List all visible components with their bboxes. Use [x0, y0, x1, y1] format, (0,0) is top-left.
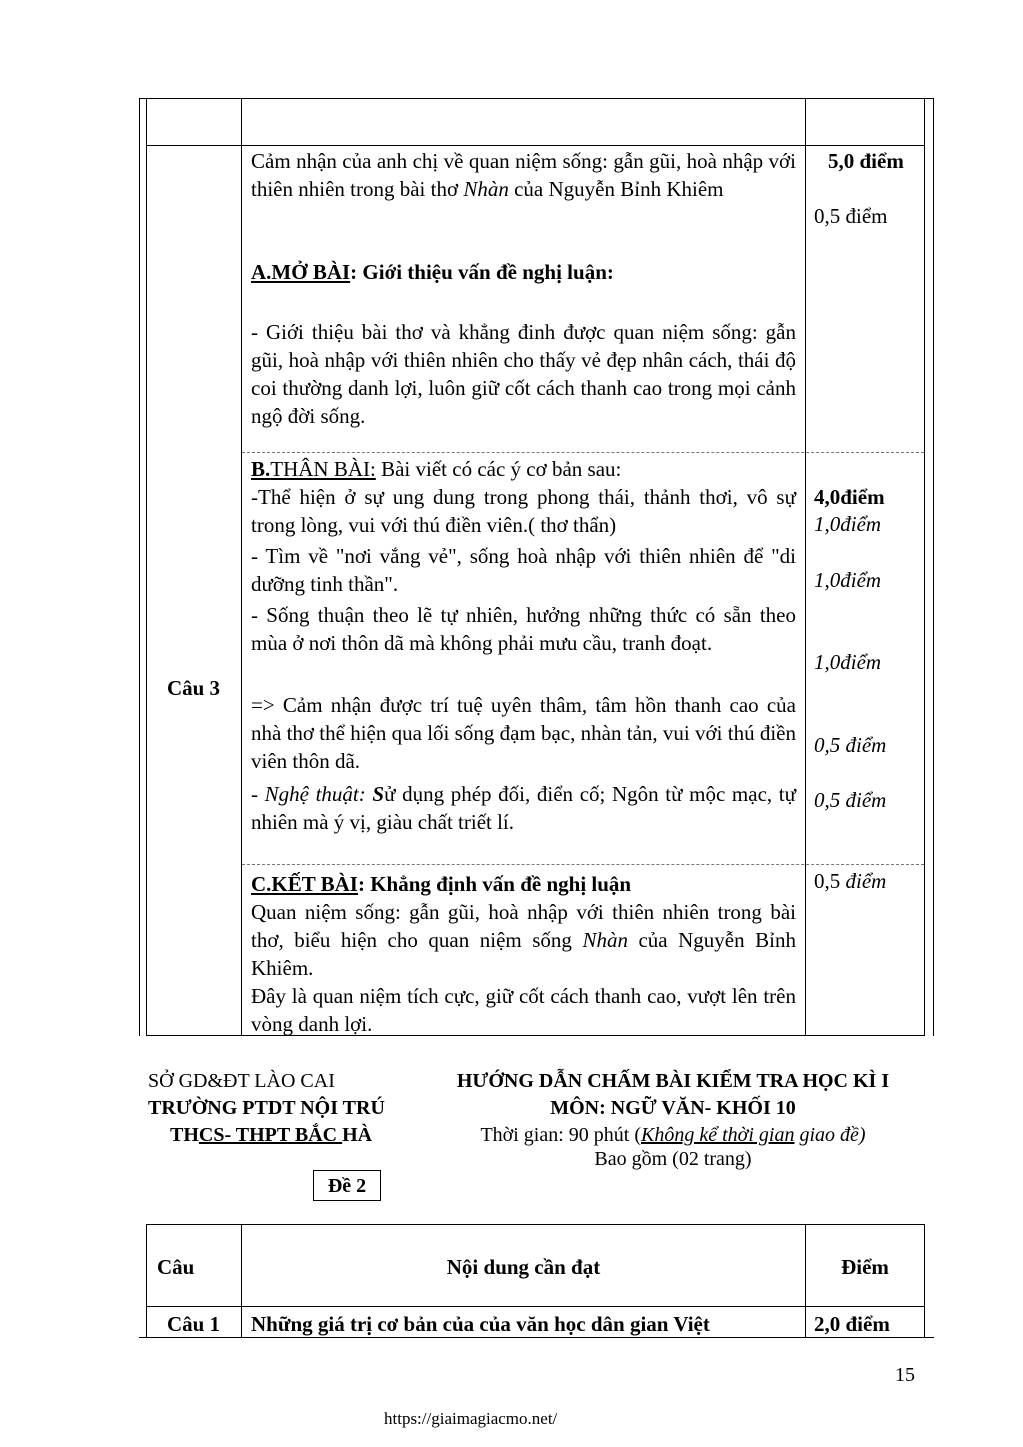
row1-score: 2,0 điểm — [814, 1312, 890, 1336]
column-header-question: Câu — [157, 1255, 195, 1279]
art-text: ử dụng phép đối, điển cố; Ngôn từ mộc mạc, tự nhiên mà ý vị, giàu chất triết lí. — [251, 782, 797, 834]
conclusion-heading-rest: : Khẳng định vấn đề nghị luận — [357, 872, 632, 896]
body-art — [251, 780, 796, 836]
conclusion-score-unit: điểm — [845, 869, 887, 893]
prompt-text: Cảm nhận của anh chị về quan niệm sống: gẫn gũi, hoà nhập với thiên nhiên trong bài thơ — [251, 149, 796, 201]
prompt-text-end: của Nguyễn Bỉnh Khiêm — [508, 177, 724, 201]
conclusion-body — [251, 898, 796, 982]
intro-heading-title: A.MỞ BÀI — [251, 260, 351, 284]
page-number: 15 — [895, 1364, 915, 1386]
body-item-4-score: 0,5 điểm — [814, 733, 887, 757]
page-count: Bao gồm (02 trang) — [594, 1148, 752, 1170]
question-3-label: Câu 3 — [166, 676, 221, 700]
intro-heading — [251, 258, 614, 286]
body-item-3-score: 1,0điểm — [814, 650, 882, 674]
source-url[interactable]: https://giaimagiacmo.net/ — [384, 1409, 558, 1428]
art-initial: S — [372, 782, 385, 806]
conclusion-poem: Nhàn — [582, 928, 628, 952]
body-heading-rest: Bài viết có các ý cơ bản sau: — [375, 457, 622, 481]
art-label: - Nghệ thuật: — [251, 782, 373, 806]
conclusion-text: Quan niệm sống: gẫn gũi, hoà nhập với thiên nhiên trong bài thơ, biểu hiện cho quan niệm sống — [251, 900, 796, 952]
body-item-2: - Tìm về "nơi vắng vẻ", sống hoà nhập với thiên nhiên để "di dưỡng tinh thần". — [251, 544, 796, 596]
art-score: 0,5 điểm — [814, 788, 887, 812]
time-note: Không kể thời gian — [641, 1124, 795, 1146]
school-line2-c: HÀ — [342, 1124, 373, 1146]
body-heading-letter: B. — [251, 457, 271, 481]
question-prompt — [251, 147, 796, 203]
time-text: Thời gian: 90 phút ( — [480, 1124, 642, 1146]
conclusion-score-num: 0,5 — [814, 869, 846, 893]
column-header-content: Nội dung cần đạt — [446, 1255, 601, 1279]
body-heading — [251, 455, 621, 483]
conclusion-heading — [251, 870, 631, 898]
total-score: 5,0 điểm — [828, 149, 904, 173]
intro-score: 0,5 điểm — [814, 204, 888, 228]
school-name-line1: TRƯỜNG PTDT NỘI TRÚ — [148, 1097, 385, 1119]
document-title: HƯỚNG DẪN CHẤM BÀI KIỂM TRA HỌC KÌ I — [456, 1070, 890, 1092]
intro-body: - Giới thiệu bài thơ và khẳng đinh được quan niệm sống: gẫn gũi, hoà nhập với thiên nhiên cho thấy vẻ đẹp nhân cách, thái độ coi thường danh lợi, luôn giữ cốt cách thanh cao trong mọi cảnh ngộ đời sống. — [251, 320, 796, 428]
row1-content: Những giá trị cơ bản của của văn học dân gian Việt — [251, 1312, 710, 1336]
department-name: SỞ GD&ĐT LÀO CAI — [148, 1070, 335, 1092]
row1-question: Câu 1 — [166, 1312, 221, 1336]
poem-title: Nhàn — [463, 177, 509, 201]
conclusion-score — [814, 867, 886, 895]
column-header-score: Điểm — [841, 1255, 889, 1279]
conclusion-heading-title: C.KẾT BÀI — [251, 872, 358, 896]
school-name-line2 — [170, 1122, 372, 1149]
school-line2-b: CS- THPT BẮC — [198, 1124, 343, 1146]
body-item-1: -Thể hiện ở sự ung dung trong phong thái, thảnh thơi, vô sự trong lòng, vui với thú điền viên.( thơ thẩn) — [251, 485, 796, 537]
body-item-2-score: 1,0điểm — [814, 568, 882, 592]
subject-line: MÔN: NGỮ VĂN- KHỐI 10 — [550, 1097, 796, 1119]
conclusion-text-end: của Nguyễn Bỉnh Khiêm. — [251, 928, 796, 980]
body-heading-title: THÂN BÀI: — [270, 457, 376, 481]
time-note-end: giao đề) — [794, 1124, 866, 1146]
intro-heading-rest: : Giới thiệu vấn đề nghị luận: — [350, 260, 614, 284]
body-item-1-score: 1,0điểm — [814, 512, 882, 536]
school-line2-a: TH — [170, 1124, 199, 1146]
body-total-score: 4,0điểm — [814, 485, 885, 509]
body-item-4: => Cảm nhận được trí tuệ uyên thâm, tâm hồn thanh cao của nhà thơ thể hiện qua lối sống đạm bạc, nhàn tản, vui với thú điền viên thôn dã. — [251, 693, 796, 773]
time-line — [418, 1122, 928, 1149]
body-item-3: - Sống thuận theo lẽ tự nhiên, hưởng những thức có sẵn theo mùa ở nơi thôn dã mà không phải mưu cầu, tranh đoạt. — [251, 603, 796, 655]
conclusion-body-2: Đây là quan niệm tích cực, giữ cốt cách thanh cao, vượt lên trên vòng danh lợi. — [251, 984, 796, 1036]
exam-code-box: Đề 2 — [313, 1170, 381, 1201]
